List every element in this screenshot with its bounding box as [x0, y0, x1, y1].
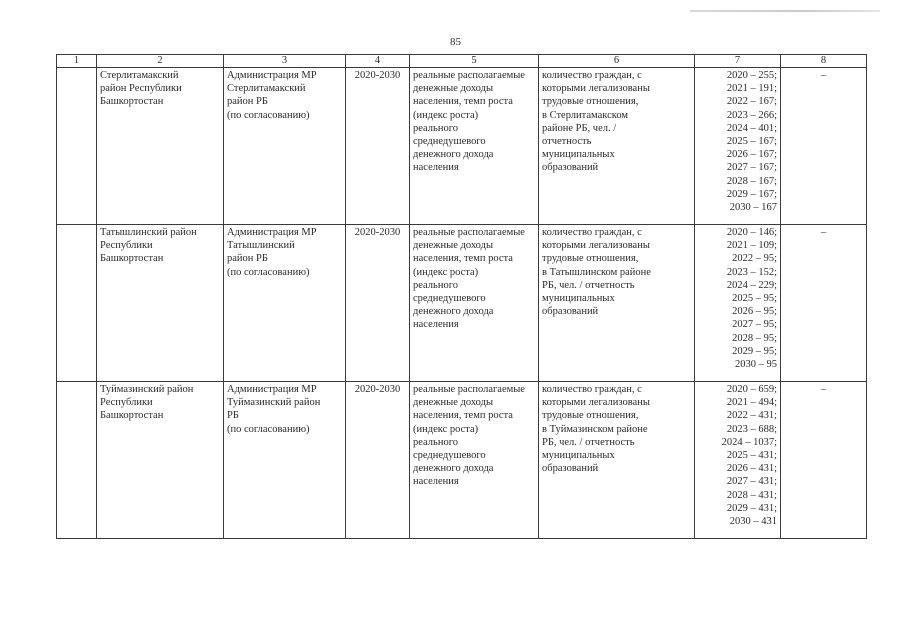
header-cell-2: 2 [97, 55, 224, 68]
district-cell: Туймазинский район Республики Башкортостан [97, 382, 224, 539]
table-row [57, 382, 867, 539]
page-number: 85 [450, 36, 461, 48]
period-cell: 2020-2030 [346, 382, 410, 539]
note-cell: – [781, 225, 867, 382]
header-cell-1: 1 [57, 55, 97, 68]
row-number-cell [57, 68, 97, 225]
district-cell: Стерлитамакский район Республики Башкортостан [97, 68, 224, 225]
values-cell: 2020 – 146; 2021 – 109; 2022 – 95; 2023 – 152; 2024 – 229; 2025 – 95; 2026 – 95; 2027 – 95; 2028 – 95; 2029 – 95; 2030 – 95 [695, 225, 781, 382]
header-cell-5: 5 [410, 55, 539, 68]
period-cell: 2020-2030 [346, 68, 410, 225]
measure-cell: количество граждан, с которыми легализованы трудовые отношения, в Туймазинском районе РБ, чел. / отчетность муниципальных образований [539, 382, 695, 539]
indicator-cell: реальные располагаемые денежные доходы населения, темп роста (индекс роста) реального среднедушевого денежного дохода населения [410, 382, 539, 539]
table-row [57, 225, 867, 382]
row-number-cell [57, 225, 97, 382]
measure-cell: количество граждан, с которыми легализованы трудовые отношения, в Татышлинском районе РБ, чел. / отчетность муниципальных образований [539, 225, 695, 382]
header-row [57, 55, 867, 68]
indicator-cell: реальные располагаемые денежные доходы населения, темп роста (индекс роста) реального среднедушевого денежного дохода населения [410, 68, 539, 225]
header-cell-4: 4 [346, 55, 410, 68]
scan-mark [690, 10, 880, 12]
executor-cell: Администрация МР Татышлинский район РБ (по согласованию) [224, 225, 346, 382]
measure-cell: количество граждан, с которыми легализованы трудовые отношения, в Стерлитамакском районе РБ, чел. / отчетность муниципальных образований [539, 68, 695, 225]
indicator-cell: реальные располагаемые денежные доходы населения, темп роста (индекс роста) реального среднедушевого денежного дохода населения [410, 225, 539, 382]
values-cell: 2020 – 255; 2021 – 191; 2022 – 167; 2023 – 266; 2024 – 401; 2025 – 167; 2026 – 167; 2027 – 167; 2028 – 167; 2029 – 167; 2030 – 167 [695, 68, 781, 225]
table-row [57, 68, 867, 225]
district-cell: Татышлинский район Республики Башкортостан [97, 225, 224, 382]
header-cell-7: 7 [695, 55, 781, 68]
period-cell: 2020-2030 [346, 225, 410, 382]
values-cell: 2020 – 659; 2021 – 494; 2022 – 431; 2023 – 688; 2024 – 1037; 2025 – 431; 2026 – 431; 2027 – 431; 2028 – 431; 2029 – 431; 2030 – 431 [695, 382, 781, 539]
header-cell-8: 8 [781, 55, 867, 68]
header-cell-6: 6 [539, 55, 695, 68]
note-cell: – [781, 68, 867, 225]
header-cell-3: 3 [224, 55, 346, 68]
note-cell: – [781, 382, 867, 539]
executor-cell: Администрация МР Стерлитамакский район РБ (по согласованию) [224, 68, 346, 225]
executor-cell: Администрация МР Туймазинский район РБ (по согласованию) [224, 382, 346, 539]
data-table [56, 54, 867, 539]
row-number-cell [57, 382, 97, 539]
